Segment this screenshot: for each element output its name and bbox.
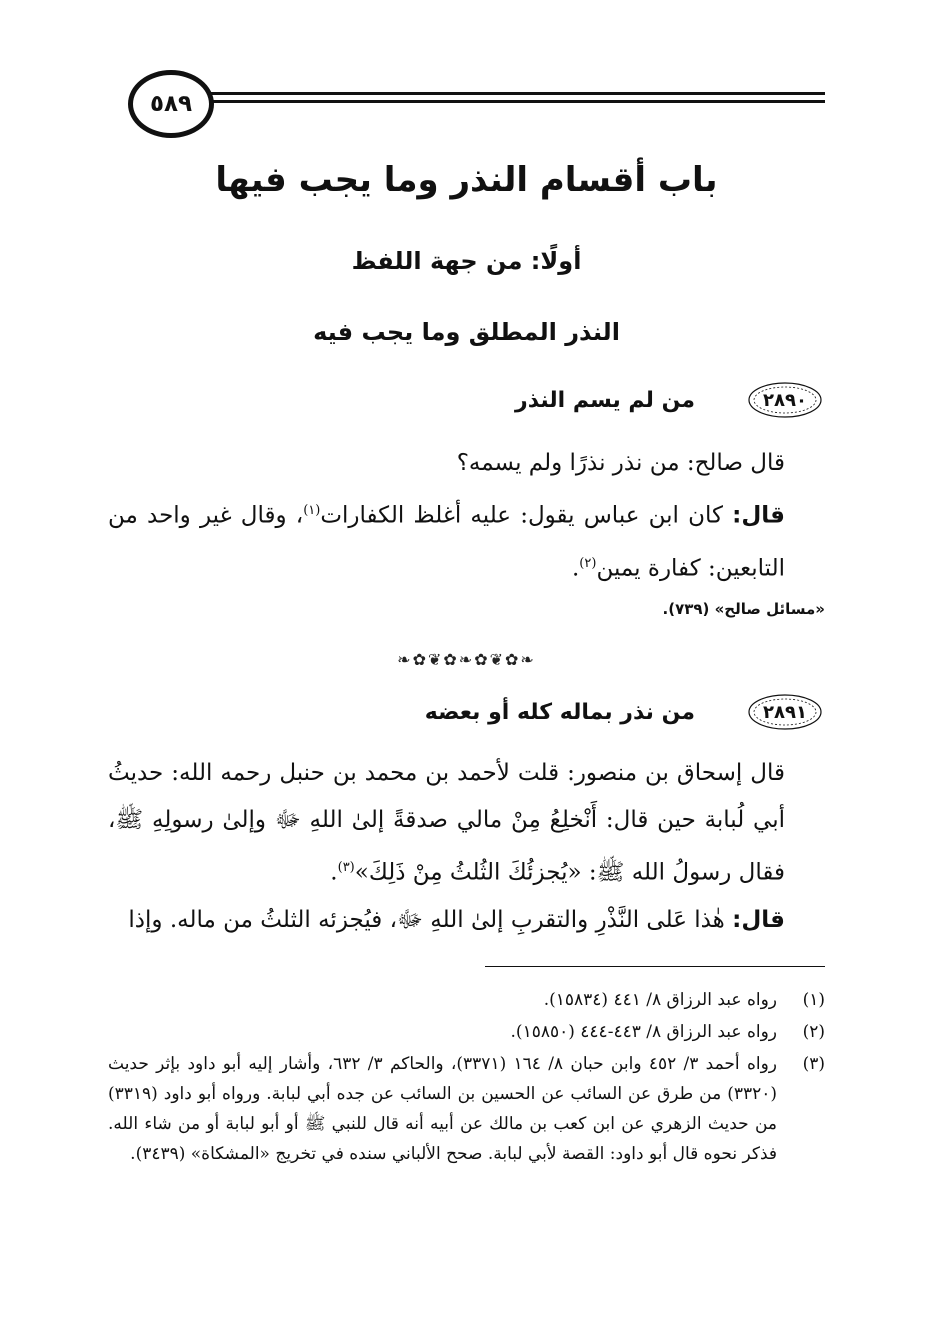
footnote-separator: [485, 966, 825, 967]
footnote-item: (٣) رواه أحمد ٣/ ٤٥٢ وابن حبان ٨/ ١٦٤ (٣٣٧١)، والحاكم ٣/ ٦٣٢، وأشار إليه أبو داود بإثر حديث (٣٣٢٠) من طرق عن السائب عن الحسين بن السائب عن جده أبي لبابة. ورواه أبو داود (٣٣١٩) من حديث الزهري عن ابن كعب بن مالك عن أبيه أنه قال للنبي ﷺ أو أبو لبابة أو من شاء الله. فذكر نحوه قال أبو داود: القصة لأبي لبابة. صحح الألباني سنده في تخريج «المشكاة» (٣٤٣٩).: [108, 1054, 825, 1164]
hadith-heading: من لم يسم النذر: [515, 387, 695, 413]
footnotes: [108, 985, 825, 1171]
hadith-heading: من نذر بماله كله أو بعضه: [424, 699, 695, 725]
hadith-header-2891: [108, 692, 825, 732]
hadith-body-2891: [108, 750, 825, 944]
paragraph: قال صالح: من نذر نذرًا ولم يسمه؟: [456, 450, 785, 476]
chapter-title: باب أقسام النذر وما يجب فيها: [215, 160, 718, 200]
hadith-number-badge: ٢٨٩١: [745, 692, 825, 732]
footnote-item: (١) رواه عبد الرزاق ٨/ ٤٤١ (١٥٨٣٤).: [543, 990, 825, 1010]
paragraph: قال: هٰذا عَلى النَّذْرِ والتقربِ إلىٰ اللهِ ﷻ، فيُجزئه الثلثُ من ماله. وإذا: [128, 906, 785, 933]
section-divider-ornament: ❧✿❦✿❧✿❦✿❧: [397, 650, 536, 669]
paragraph: قال إسحاق بن منصور: قلت لأحمد بن محمد بن حنبل رحمه الله: حديثُ أبي لُبابة حين قال: أَنْخلِعُ مِنْ مالي صدقةً إلىٰ اللهِ ﷻ وإلىٰ رسولِهِ ﷺ، فقال رسولُ الله ﷺ: «يُجزئُكَ الثُلثُ مِنْ ذَلِكَ»$^{(٣)}$.: [108, 760, 785, 886]
paragraph: قال: كان ابن عباس يقول: عليه أغلظ الكفارات$^{(١)}$، وقال غير واحد من التابعين: كفارة يمين$^{(٢)}$.: [108, 502, 785, 582]
header-rule-top: [208, 92, 825, 95]
hadith-number-badge: ٢٨٩٠: [745, 380, 825, 420]
page-number-badge: [128, 70, 214, 138]
subsection-heading: النذر المطلق وما يجب فيه: [313, 318, 620, 346]
hadith-header-2890: [108, 380, 825, 420]
hadith-body-2890: [108, 440, 825, 592]
source-reference: «مسائل صالح» (٧٣٩).: [662, 600, 825, 618]
header-rule-bottom: [208, 100, 825, 103]
footnote-item: (٢) رواه عبد الرزاق ٨/ ٤٤٣-٤٤٤ (١٥٨٥٠).: [510, 1022, 825, 1042]
section-heading: أولًا: من جهة اللفظ: [351, 247, 582, 275]
page-number: ٥٨٩: [149, 91, 193, 117]
